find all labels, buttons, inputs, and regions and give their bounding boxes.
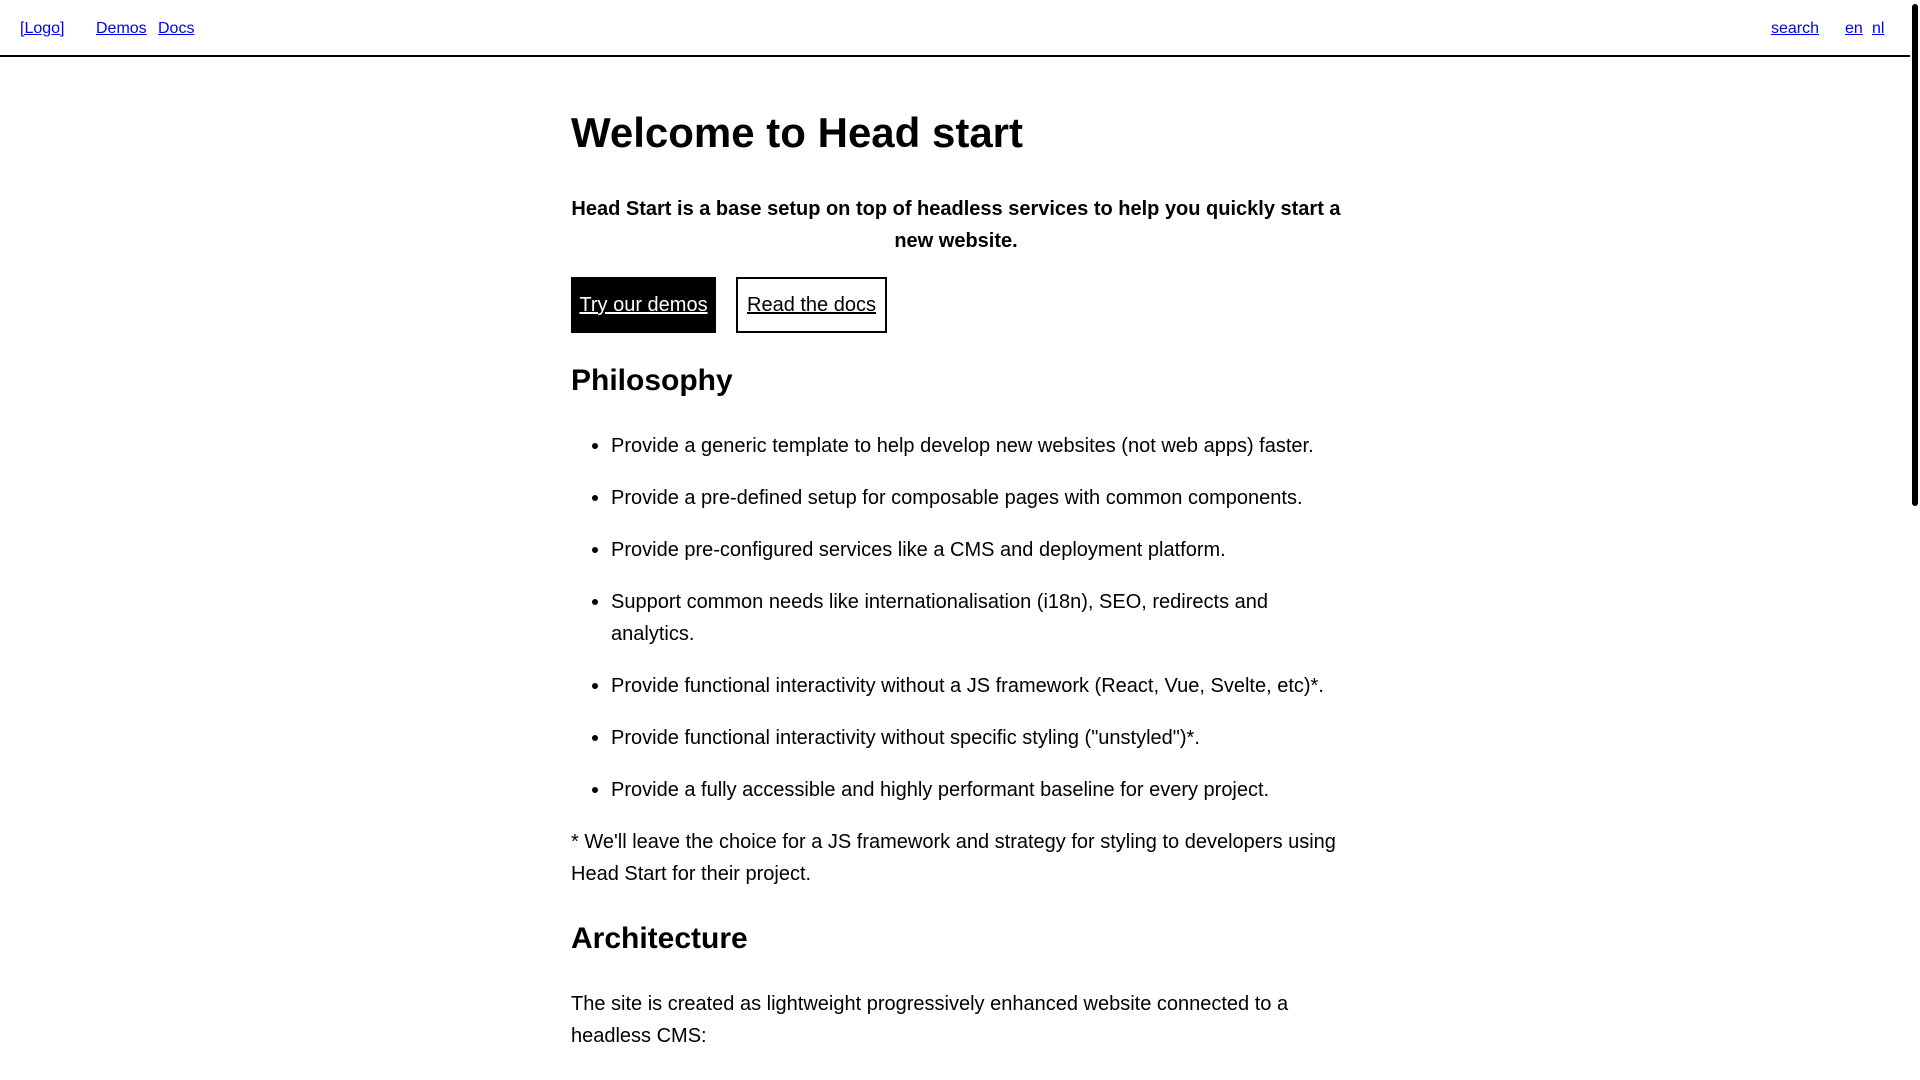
philosophy-heading: Philosophy: [571, 364, 733, 397]
read-docs-button[interactable]: Read the docs: [736, 277, 887, 333]
language-link-en[interactable]: en: [1845, 20, 1863, 37]
architecture-intro: The site is created as lightweight progressively enhanced website connected to a headless CMS:: [571, 993, 1289, 1047]
nav-link-demos[interactable]: Demos: [96, 20, 147, 37]
list-item: Provide a fully accessible and highly performant baseline for every project.: [571, 774, 1341, 806]
site-header: [0, 0, 1910, 57]
page-title: Welcome to Head start: [571, 109, 1024, 156]
list-item: Provide functional interactivity without a JS framework (React, Vue, Svelte, etc)*.: [571, 670, 1341, 702]
try-demos-button[interactable]: Try our demos: [571, 277, 716, 333]
architecture-heading: Architecture: [571, 922, 748, 955]
list-item: Provide a generic template to help develop new websites (not web apps) faster.: [571, 430, 1341, 462]
list-item: Provide pre-configured services like a CMS and deployment platform.: [571, 534, 1341, 566]
search-link[interactable]: search: [1771, 20, 1820, 37]
intro-text: Head Start is a base setup on top of headless services to help you quickly start a new website.: [571, 198, 1341, 252]
list-item: Provide a pre-defined setup for composable pages with common components.: [571, 482, 1341, 514]
vertical-scrollbar[interactable]: [1910, 0, 1920, 1080]
list-item: Support common needs like internationalisation (i18n), SEO, redirects and analytics.: [571, 586, 1341, 650]
language-link-nl[interactable]: nl: [1872, 20, 1885, 37]
list-item: Provide functional interactivity without specific styling ("unstyled")*.: [571, 722, 1341, 754]
philosophy-footnote: * We'll leave the choice for a JS framework and strategy for styling to developers using Head Start for their project.: [571, 831, 1336, 885]
logo-link[interactable]: [Logo]: [20, 20, 65, 37]
philosophy-list: [571, 430, 1341, 826]
nav-link-docs[interactable]: Docs: [158, 20, 195, 37]
scrollbar-thumb[interactable]: [1912, 4, 1918, 506]
